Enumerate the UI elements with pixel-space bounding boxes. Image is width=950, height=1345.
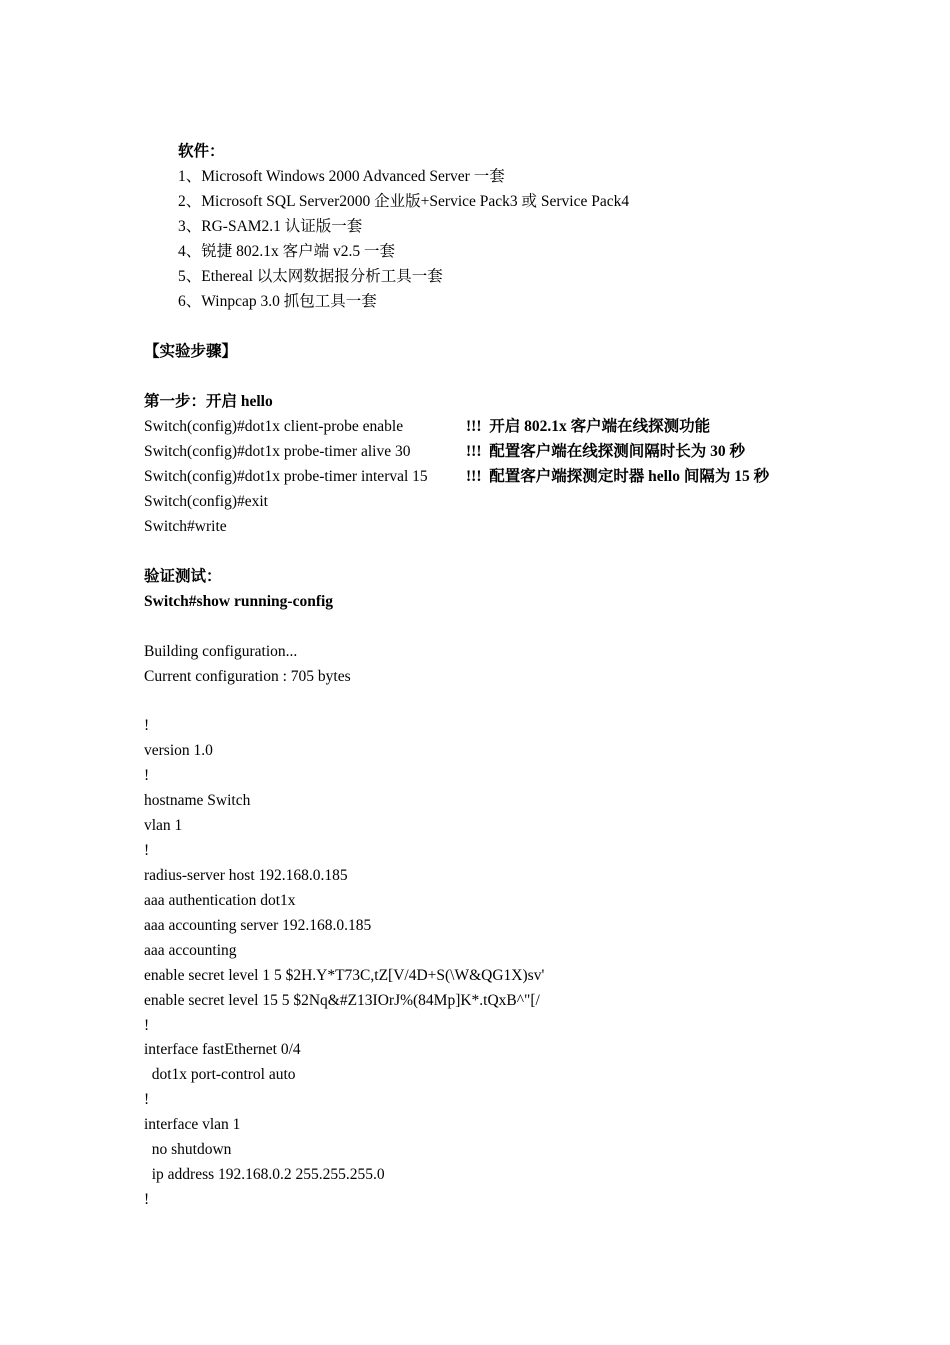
verify-command: Switch#show running-config [144, 593, 334, 610]
steps-heading: 【实验步骤】 [144, 343, 238, 360]
config-line: interface fastEthernet 0/4 [144, 1041, 301, 1058]
command-comment: !!! 配置客户端探测定时器 hello 间隔为 15 秒 [466, 468, 770, 485]
command-line: Switch(config)#dot1x probe-timer interval 15 [144, 468, 428, 485]
command-line: Switch(config)#dot1x client-probe enable [144, 418, 404, 435]
config-line: enable secret level 15 5 $2Nq&#Z13IOrJ%(84Mp]K*.tQxB^"[/ [144, 992, 540, 1009]
command-line: Switch(config)#exit [144, 493, 268, 510]
config-line: ! [144, 1191, 150, 1208]
verify-heading: 验证测试： [144, 568, 222, 585]
command-comment: !!! 配置客户端在线探测间隔时长为 30 秒 [466, 443, 745, 460]
software-item: 6、Winpcap 3.0 抓包工具一套 [178, 293, 377, 310]
config-line: ip address 192.168.0.2 255.255.255.0 [144, 1166, 385, 1183]
software-item: 4、锐捷 802.1x 客户端 v2.5 一套 [178, 243, 396, 260]
config-line: aaa authentication dot1x [144, 892, 296, 909]
config-line: interface vlan 1 [144, 1116, 241, 1133]
software-heading: 软件： [178, 143, 225, 160]
config-line: vlan 1 [144, 817, 183, 834]
config-line: hostname Switch [144, 792, 251, 809]
command-line: Switch(config)#dot1x probe-timer alive 30 [144, 443, 411, 460]
config-line: version 1.0 [144, 742, 213, 759]
config-line: no shutdown [144, 1141, 232, 1158]
step1-heading: 第一步：开启 hello [144, 393, 273, 410]
config-line: dot1x port-control auto [144, 1066, 296, 1083]
software-item: 5、Ethereal 以太网数据报分析工具一套 [178, 268, 443, 285]
config-line: ! [144, 842, 150, 859]
software-item: 2、Microsoft SQL Server2000 企业版+Service Pack3 或 Service Pack4 [178, 193, 630, 210]
software-item: 3、RG-SAM2.1 认证版一套 [178, 218, 363, 235]
config-line: aaa accounting [144, 942, 237, 959]
config-line: ! [144, 1091, 150, 1108]
command-line: Switch#write [144, 518, 227, 535]
config-line: radius-server host 192.168.0.185 [144, 867, 348, 884]
command-comment: !!! 开启 802.1x 客户端在线探测功能 [466, 418, 711, 435]
config-line: ! [144, 717, 150, 734]
config-line: enable secret level 1 5 $2H.Y*T73C,tZ[V/4D+S(\W&QG1X)sv' [144, 967, 545, 984]
config-line: ! [144, 767, 150, 784]
software-item: 1、Microsoft Windows 2000 Advanced Server 一套 [178, 168, 505, 185]
config-line: aaa accounting server 192.168.0.185 [144, 917, 372, 934]
output-line: Building configuration... [144, 643, 298, 660]
output-line: Current configuration : 705 bytes [144, 668, 351, 685]
config-line: ! [144, 1017, 150, 1034]
